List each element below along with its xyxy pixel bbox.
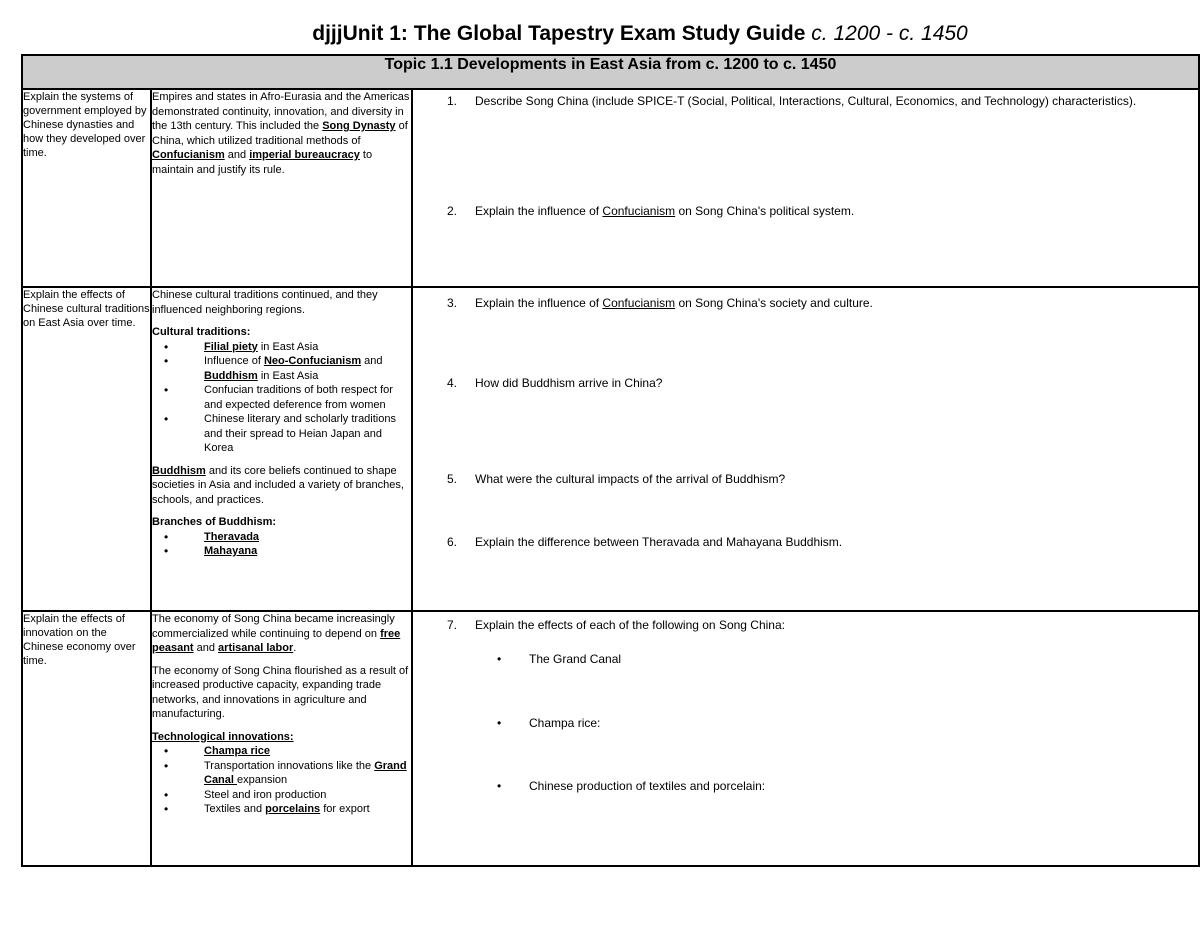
topic-title: Topic 1.1 Developments in East Asia from c. 1200 to c. 1450 — [22, 55, 1199, 89]
questions-cell — [412, 89, 1199, 287]
knowledge-cell — [151, 287, 412, 611]
list-item — [204, 354, 411, 383]
key-term: Theravada — [204, 530, 260, 543]
key-term: Confucianism — [152, 149, 225, 161]
key-term: Mahayana — [204, 545, 258, 557]
table-row — [22, 89, 1199, 287]
key-term: imperial bureaucracy — [249, 149, 360, 161]
question-text — [475, 204, 1158, 219]
list-item-text: Textiles and — [204, 803, 266, 815]
sub-question-item — [497, 716, 601, 731]
sub-question-item — [497, 779, 766, 794]
knowledge-text: and — [224, 149, 250, 161]
page-title — [0, 22, 1200, 46]
innovations-list — [152, 744, 411, 817]
question-item — [447, 535, 1158, 550]
question-number: 3. — [447, 296, 458, 310]
question-item — [447, 472, 1158, 487]
question-text-part: on Song China's political system. — [675, 204, 855, 218]
question-text: What were the cultural impacts of the arrival of Buddhism? — [475, 472, 786, 486]
question-number: 6. — [447, 535, 458, 549]
list-item — [204, 340, 411, 355]
bullet-icon: • — [497, 779, 502, 793]
list-item — [204, 744, 411, 759]
branches-list — [152, 530, 411, 559]
sub-question-text: Chinese production of textiles and porcelain: — [529, 779, 766, 793]
section-heading: Technological innovations: — [152, 730, 294, 743]
question-text: Describe Song China (include SPICE-T (Social, Political, Interactions, Cultural, Economics, and Technology) characteristics). — [475, 94, 1137, 108]
list-item-text: Influence of — [204, 355, 264, 367]
key-term: Buddhism — [152, 464, 206, 477]
study-guide-table — [21, 54, 1200, 867]
knowledge-text: of China, which utilized traditional methods of — [152, 120, 408, 147]
title-text: djjjUnit 1: The Global Tapestry Exam Study Guide — [312, 22, 806, 45]
sub-question-item — [497, 652, 622, 667]
section-heading: Branches of Buddhism: — [152, 516, 277, 528]
question-text-part: on Song China's society and culture. — [675, 296, 873, 310]
key-term: Champa rice — [204, 745, 271, 757]
objective-text: Explain the effects of innovation on the Chinese economy over time. — [23, 613, 136, 667]
knowledge-paragraph: The economy of Song China flourished as a result of increased productive capacity, expanding trade networks, and innovations in agriculture and manufacturing. — [152, 664, 409, 720]
knowledge-text: to maintain and justify its rule. — [152, 149, 373, 176]
list-item — [204, 759, 411, 788]
list-item: • Steel and iron production — [204, 788, 411, 803]
list-item-text: expansion — [237, 774, 288, 786]
title-dates: c. 1200 - c. 1450 — [811, 22, 968, 45]
key-term: Neo-Confucianism — [263, 355, 362, 367]
knowledge-cell — [151, 611, 412, 866]
topic-header-row — [22, 55, 1199, 89]
list-item-text: and — [361, 355, 383, 367]
question-item — [447, 204, 1158, 219]
knowledge-paragraph: Chinese cultural traditions continued, and they influenced neighboring regions. — [152, 289, 378, 316]
list-item — [204, 544, 411, 559]
list-item-text: for export — [320, 803, 370, 815]
question-number: 1. — [447, 94, 458, 108]
question-item — [447, 296, 1158, 311]
list-item — [204, 802, 411, 817]
question-text-part: Explain the influence of — [475, 296, 603, 310]
list-item-text: in East Asia — [257, 340, 319, 353]
question-text: How did Buddhism arrive in China? — [475, 376, 663, 390]
knowledge-text: Empires and states in Afro-Eurasia and the Americas demonstrated continuity, innovation, and diversity in the 13th century. This included the — [152, 91, 410, 132]
key-term: Grand Canal — [204, 759, 407, 786]
question-item — [447, 376, 1158, 391]
list-item-text: in East Asia — [257, 369, 319, 382]
knowledge-text: and — [193, 642, 219, 654]
question-number: 4. — [447, 376, 458, 390]
questions-cell — [412, 611, 1199, 866]
question-text: Explain the difference between Theravada and Mahayana Buddhism. — [475, 535, 843, 549]
table-row — [22, 287, 1199, 611]
question-text: Explain the effects of each of the following on Song China: — [475, 618, 785, 632]
knowledge-cell — [151, 89, 412, 287]
objective-text: Explain the systems of government employed by Chinese dynasties and how they developed over time. — [23, 91, 147, 159]
key-term: Song Dynasty — [322, 120, 396, 132]
questions-cell — [412, 287, 1199, 611]
question-text-part: Explain the influence of — [475, 204, 603, 218]
question-number: 5. — [447, 472, 458, 486]
question-number: 2. — [447, 204, 458, 218]
knowledge-paragraph — [152, 90, 411, 177]
knowledge-text: The economy of Song China became increasingly commercialized while continuing to depend on — [152, 613, 395, 640]
key-term: porcelains — [265, 803, 321, 815]
underlined-term: Confucianism — [602, 204, 676, 218]
cultural-traditions-list — [152, 340, 411, 456]
table-row — [22, 611, 1199, 866]
question-item — [447, 94, 1158, 109]
underlined-term: Confucianism — [602, 296, 676, 310]
sub-question-text: The Grand Canal — [529, 652, 622, 666]
list-item — [204, 530, 411, 545]
knowledge-paragraph — [152, 464, 411, 508]
list-item-text: Transportation innovations like the — [204, 759, 375, 772]
list-item: • Confucian traditions of both respect for and expected deference from women — [204, 383, 411, 412]
objective-text: Explain the effects of Chinese cultural traditions on East Asia over time. — [23, 289, 150, 329]
knowledge-text: . — [293, 642, 297, 654]
bullet-icon: • — [497, 716, 502, 730]
section-heading: Cultural traditions: — [152, 326, 251, 338]
sub-question-text: Champa rice: — [529, 716, 601, 730]
knowledge-text: and its core beliefs continued to shape societies in Asia and included a variety of branches, schools, and practices. — [152, 464, 404, 506]
key-term: Buddhism — [204, 369, 258, 382]
key-term: free peasant — [152, 627, 401, 654]
learning-objective — [22, 89, 151, 287]
knowledge-paragraph — [152, 612, 411, 656]
question-item — [447, 618, 1158, 633]
key-term: artisanal labor — [218, 642, 294, 654]
learning-objective — [22, 611, 151, 866]
list-item: • Chinese literary and scholarly traditions and their spread to Heian Japan and Korea — [204, 412, 411, 456]
learning-objective — [22, 287, 151, 611]
key-term: Filial piety — [204, 340, 258, 353]
question-number: 7. — [447, 618, 458, 632]
bullet-icon: • — [497, 652, 502, 666]
question-text — [475, 296, 1158, 311]
